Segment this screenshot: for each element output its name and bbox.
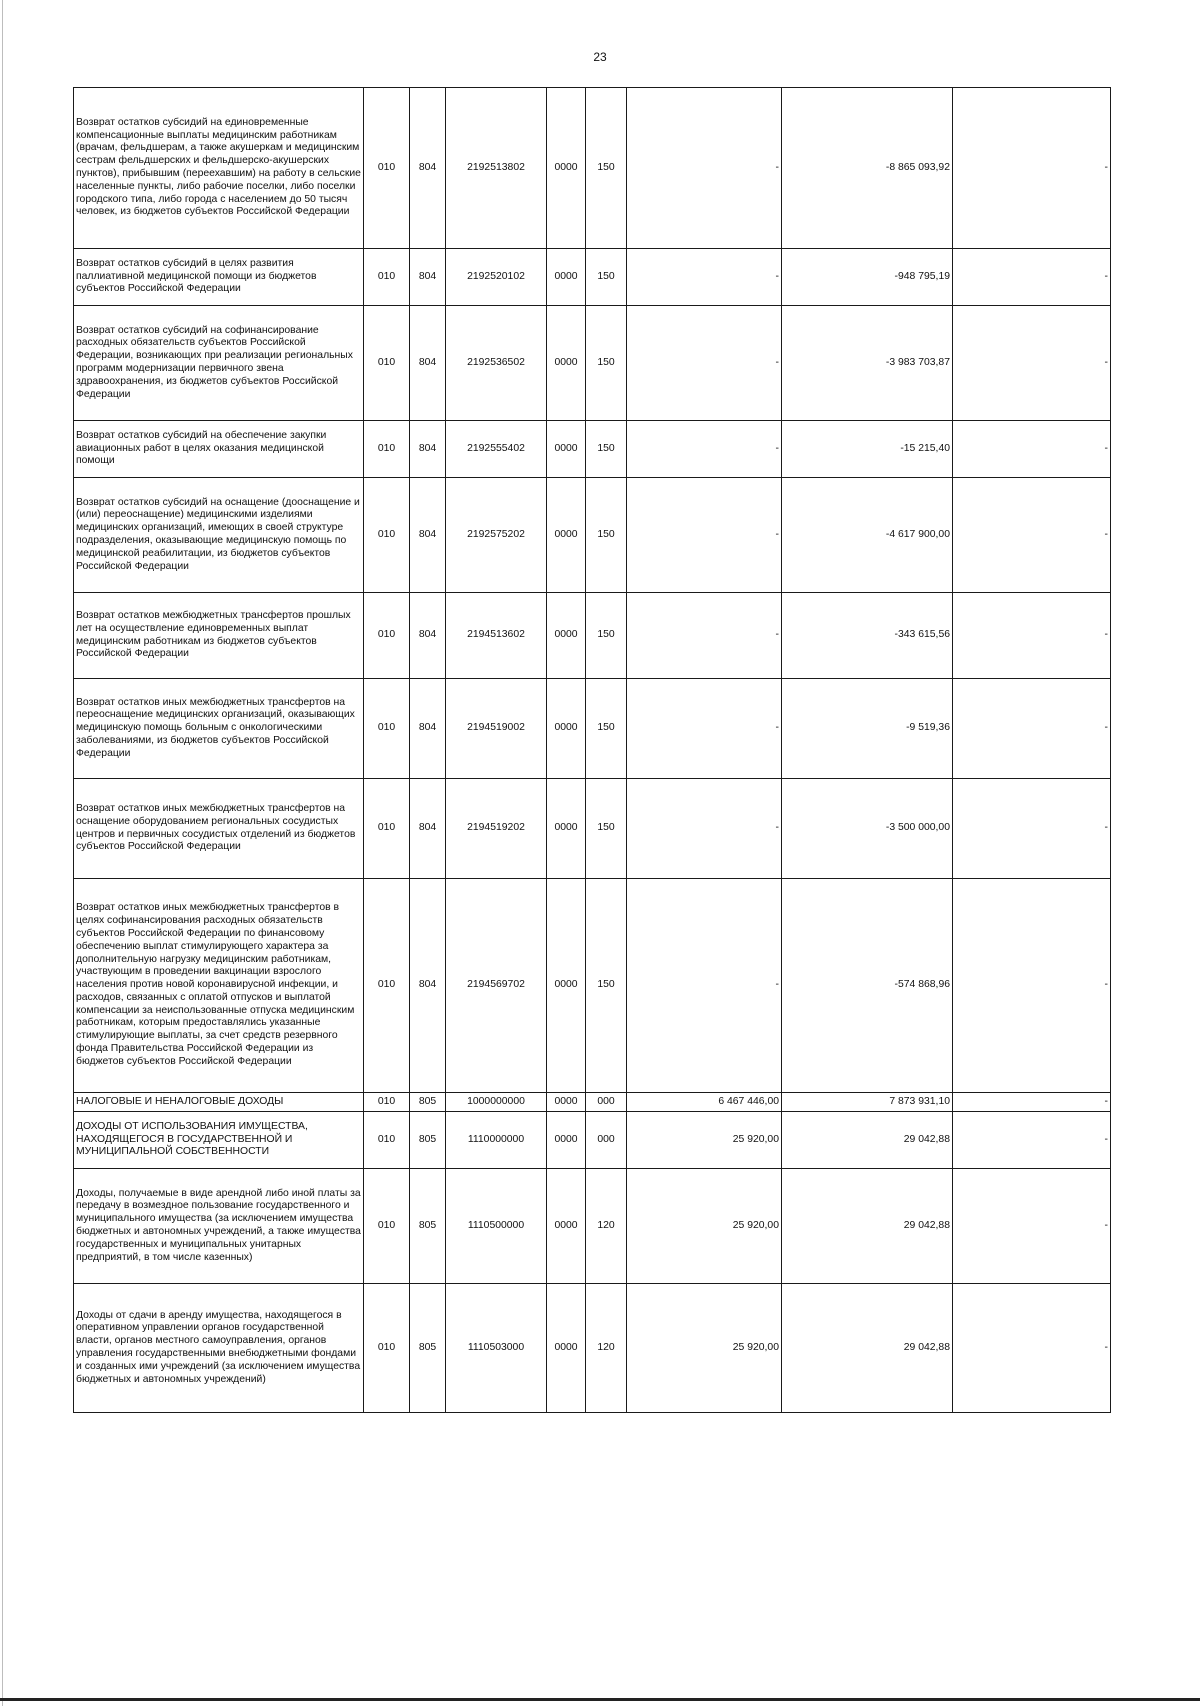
approved-amount: - — [627, 306, 782, 421]
line-code: 804 — [410, 249, 446, 306]
sub-code: 0000 — [547, 593, 586, 679]
type-code: 150 — [586, 593, 627, 679]
page-number: 23 — [593, 50, 607, 64]
classification-code: 2192555402 — [446, 421, 547, 478]
approved-amount: 25 920,00 — [627, 1284, 782, 1413]
executed-amount: -343 615,56 — [782, 593, 953, 679]
executed-amount: -574 868,96 — [782, 879, 953, 1093]
approved-amount: - — [627, 478, 782, 593]
approved-amount: - — [627, 249, 782, 306]
executed-amount: 29 042,88 — [782, 1169, 953, 1284]
type-code: 150 — [586, 249, 627, 306]
row-name: Доходы, получаемые в виде арендной либо иной платы за передачу в возмездное пользование государственного и муниципального имущества (за исключением имущества бюджетных и автономных учреждений, а также имущества государственных и муниципальных унитарных предприятий, в том числе казенных) — [74, 1169, 364, 1284]
row-name: НАЛОГОВЫЕ И НЕНАЛОГОВЫЕ ДОХОДЫ — [74, 1093, 364, 1112]
row-name: Возврат остатков субсидий на обеспечение закупки авиационных работ в целях оказания медицинской помощи — [74, 421, 364, 478]
sub-code: 0000 — [547, 88, 586, 249]
table-row — [74, 478, 1111, 593]
table-row — [74, 1112, 1111, 1169]
unexecuted-amount: - — [953, 679, 1111, 779]
line-code: 805 — [410, 1112, 446, 1169]
classification-code: 1110000000 — [446, 1112, 547, 1169]
approved-amount: 6 467 446,00 — [627, 1093, 782, 1112]
row-name: ДОХОДЫ ОТ ИСПОЛЬЗОВАНИЯ ИМУЩЕСТВА, НАХОДЯЩЕГОСЯ В ГОСУДАРСТВЕННОЙ И МУНИЦИПАЛЬНОЙ СОБСТВЕННОСТИ — [74, 1112, 364, 1169]
line-code: 804 — [410, 679, 446, 779]
classification-code: 2192513802 — [446, 88, 547, 249]
classification-code: 2192520102 — [446, 249, 547, 306]
admin-code: 010 — [364, 779, 410, 879]
table-row — [74, 779, 1111, 879]
classification-code: 2192536502 — [446, 306, 547, 421]
unexecuted-amount: - — [953, 1169, 1111, 1284]
unexecuted-amount: - — [953, 478, 1111, 593]
admin-code: 010 — [364, 879, 410, 1093]
sub-code: 0000 — [547, 779, 586, 879]
revenue-table — [73, 87, 1111, 1413]
table-row — [74, 249, 1111, 306]
row-name: Возврат остатков субсидий на единовременные компенсационные выплаты медицинским работникам (врачам, фельдшерам, а также акушеркам и медицинским сестрам фельдшерских и фельдшерско-акушерских пунктов), прибывшим (переехавшим) на работу в сельские населенные пункты, либо рабочие поселки, либо поселки городского типа, либо города с населением до 50 тысяч человек, из бюджетов субъектов Российской Федерации — [74, 88, 364, 249]
type-code: 150 — [586, 879, 627, 1093]
unexecuted-amount: - — [953, 306, 1111, 421]
admin-code: 010 — [364, 306, 410, 421]
scan-left-edge — [2, 0, 3, 1706]
approved-amount: - — [627, 779, 782, 879]
approved-amount: - — [627, 88, 782, 249]
unexecuted-amount: - — [953, 593, 1111, 679]
admin-code: 010 — [364, 478, 410, 593]
type-code: 150 — [586, 88, 627, 249]
table-row — [74, 1284, 1111, 1413]
sub-code: 0000 — [547, 306, 586, 421]
line-code: 805 — [410, 1284, 446, 1413]
type-code: 150 — [586, 679, 627, 779]
unexecuted-amount: - — [953, 421, 1111, 478]
table-row — [74, 679, 1111, 779]
executed-amount: 29 042,88 — [782, 1284, 953, 1413]
type-code: 150 — [586, 779, 627, 879]
line-code: 805 — [410, 1169, 446, 1284]
classification-code: 1110503000 — [446, 1284, 547, 1413]
row-name: Возврат остатков субсидий на оснащение (дооснащение и (или) переоснащение) медицинскими изделиями медицинских организаций, имеющих в своей структуре подразделения, оказывающие медицинскую помощь по медицинской реабилитации, из бюджетов субъектов Российской Федерации — [74, 478, 364, 593]
unexecuted-amount: - — [953, 88, 1111, 249]
classification-code: 2194519202 — [446, 779, 547, 879]
unexecuted-amount: - — [953, 249, 1111, 306]
line-code: 804 — [410, 779, 446, 879]
classification-code: 1000000000 — [446, 1093, 547, 1112]
classification-code: 2194569702 — [446, 879, 547, 1093]
executed-amount: -948 795,19 — [782, 249, 953, 306]
executed-amount: -4 617 900,00 — [782, 478, 953, 593]
unexecuted-amount: - — [953, 1093, 1111, 1112]
sub-code: 0000 — [547, 1284, 586, 1413]
approved-amount: - — [627, 879, 782, 1093]
admin-code: 010 — [364, 1284, 410, 1413]
type-code: 000 — [586, 1093, 627, 1112]
approved-amount: 25 920,00 — [627, 1169, 782, 1284]
unexecuted-amount: - — [953, 1284, 1111, 1413]
approved-amount: - — [627, 421, 782, 478]
admin-code: 010 — [364, 593, 410, 679]
row-name: Возврат остатков субсидий на софинансирование расходных обязательств субъектов Российской Федерации, возникающих при реализации региональных программ модернизации первичного звена здравоохранения, из бюджетов субъектов Российской Федерации — [74, 306, 364, 421]
row-name: Возврат остатков межбюджетных трансфертов прошлых лет на осуществление единовременных выплат медицинским работникам из бюджетов субъектов Российской Федерации — [74, 593, 364, 679]
type-code: 120 — [586, 1169, 627, 1284]
line-code: 804 — [410, 88, 446, 249]
unexecuted-amount: - — [953, 779, 1111, 879]
sub-code: 0000 — [547, 679, 586, 779]
type-code: 150 — [586, 478, 627, 593]
table-row — [74, 1093, 1111, 1112]
line-code: 804 — [410, 478, 446, 593]
line-code: 804 — [410, 593, 446, 679]
admin-code: 010 — [364, 1169, 410, 1284]
row-name: Доходы от сдачи в аренду имущества, находящегося в оперативном управлении органов государственной власти, органов местного самоуправления, органов управления государственными внебюджетными фондами и созданных ими учреждений (за исключением имущества бюджетных и автономных учреждений) — [74, 1284, 364, 1413]
unexecuted-amount: - — [953, 879, 1111, 1093]
table-row — [74, 879, 1111, 1093]
classification-code: 2194519002 — [446, 679, 547, 779]
admin-code: 010 — [364, 679, 410, 779]
executed-amount: -8 865 093,92 — [782, 88, 953, 249]
row-name: Возврат остатков иных межбюджетных трансфертов на оснащение оборудованием региональных сосудистых центров и первичных сосудистых отделений из бюджетов субъектов Российской Федерации — [74, 779, 364, 879]
sub-code: 0000 — [547, 478, 586, 593]
admin-code: 010 — [364, 88, 410, 249]
type-code: 120 — [586, 1284, 627, 1413]
executed-amount: -3 500 000,00 — [782, 779, 953, 879]
sub-code: 0000 — [547, 1093, 586, 1112]
row-name: Возврат остатков субсидий в целях развития паллиативной медицинской помощи из бюджетов субъектов Российской Федерации — [74, 249, 364, 306]
approved-amount: - — [627, 593, 782, 679]
type-code: 000 — [586, 1112, 627, 1169]
line-code: 804 — [410, 421, 446, 478]
admin-code: 010 — [364, 249, 410, 306]
table-row — [74, 306, 1111, 421]
admin-code: 010 — [364, 1093, 410, 1112]
sub-code: 0000 — [547, 1112, 586, 1169]
scan-bottom-edge — [0, 1698, 1200, 1701]
executed-amount: 29 042,88 — [782, 1112, 953, 1169]
classification-code: 1110500000 — [446, 1169, 547, 1284]
sub-code: 0000 — [547, 1169, 586, 1284]
approved-amount: - — [627, 679, 782, 779]
type-code: 150 — [586, 306, 627, 421]
line-code: 804 — [410, 879, 446, 1093]
approved-amount: 25 920,00 — [627, 1112, 782, 1169]
table-row — [74, 88, 1111, 249]
executed-amount: -9 519,36 — [782, 679, 953, 779]
executed-amount: 7 873 931,10 — [782, 1093, 953, 1112]
table-row — [74, 593, 1111, 679]
classification-code: 2192575202 — [446, 478, 547, 593]
sub-code: 0000 — [547, 879, 586, 1093]
sub-code: 0000 — [547, 421, 586, 478]
executed-amount: -15 215,40 — [782, 421, 953, 478]
executed-amount: -3 983 703,87 — [782, 306, 953, 421]
row-name: Возврат остатков иных межбюджетных трансфертов на переоснащение медицинских организаций, оказывающих медицинскую помощь больным с онкологическими заболеваниями, из бюджетов субъектов Российской Федерации — [74, 679, 364, 779]
type-code: 150 — [586, 421, 627, 478]
table-row — [74, 421, 1111, 478]
line-code: 805 — [410, 1093, 446, 1112]
sub-code: 0000 — [547, 249, 586, 306]
row-name: Возврат остатков иных межбюджетных трансфертов в целях софинансирования расходных обязательств субъектов Российской Федерации по финансовому обеспечению выплат стимулирующего характера за дополнительную нагрузку медицинским работникам, участвующим в проведении вакцинации взрослого населения против новой коронавирусной инфекции, и расходов, связанных с оплатой отпусков и выплатой компенсации за неиспользованные отпуска медицинским работникам, которым предоставлялись указанные стимулирующие выплаты, за счет средств резервного фонда Правительства Российской Федерации из бюджетов субъектов Российской Федерации — [74, 879, 364, 1093]
classification-code: 2194513602 — [446, 593, 547, 679]
admin-code: 010 — [364, 1112, 410, 1169]
admin-code: 010 — [364, 421, 410, 478]
table-row — [74, 1169, 1111, 1284]
line-code: 804 — [410, 306, 446, 421]
unexecuted-amount: - — [953, 1112, 1111, 1169]
